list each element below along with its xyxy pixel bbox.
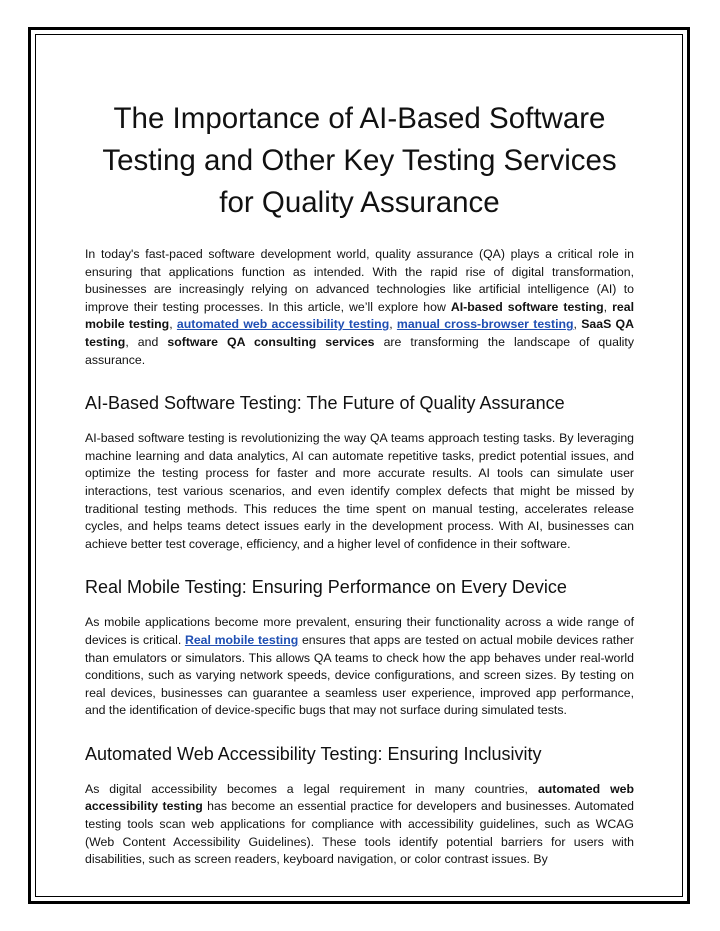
separator: , xyxy=(603,299,613,314)
paragraph-text: As mobile applications become more prevalent, ensuring their functionality across a wide range of devices is critical. xyxy=(85,615,634,647)
separator: , xyxy=(169,317,177,332)
bold-automated-web-accessibility: automated web accessibility testing xyxy=(85,781,634,814)
document-body xyxy=(85,98,634,869)
separator: , xyxy=(389,317,397,332)
intro-paragraph xyxy=(85,246,634,369)
intro-text: In today's fast-paced software development world, quality assurance (QA) plays a critical role in ensuring that applications function as intended. With the rapid rise of digital transformation, businesses are increasingly relying on advanced technologies like artificial intelligence (AI) to improve their testing processes. In this article, we’ll explore how xyxy=(85,247,634,314)
intro-text-end: are transforming the landscape of quality assurance. xyxy=(85,334,634,367)
section-heading-accessibility: Automated Web Accessibility Testing: Ensuring Inclusivity xyxy=(85,743,542,764)
section-heading-ai-testing: AI-Based Software Testing: The Future of Quality Assurance xyxy=(85,393,565,414)
link-real-mobile-testing[interactable]: Real mobile testing xyxy=(184,632,299,647)
intro-bold-ai-testing: AI-based software testing xyxy=(450,299,604,314)
paragraph-text: has become an essential practice for developers and businesses. Automated testing tools scan web applications for compliance with accessibility guidelines, such as WCAG (Web Content Accessibility Guidelines). These tools identify potential barriers for users with disabilities, such as screen readers, keyboard navigation, or color contrast issues. By xyxy=(85,799,634,867)
section-paragraph-ai-testing: AI-based software testing is revolutionizing the way QA teams approach testing tasks. By leveraging machine learning and data analytics, AI can automate repetitive tasks, predict potential issues, and optimize the testing process for faster and more accurate results. AI tools can simulate user interactions, test various scenarios, and even identify complex defects that might be missed by traditional testing methods. This reduces the time spent on manual testing, accelerates release cycles, and helps teams detect issues early in the development process. With AI, businesses can achieve better test coverage, efficiency, and a higher level of confidence in their software. xyxy=(85,431,634,551)
section-paragraph-real-mobile xyxy=(85,614,634,720)
separator: , and xyxy=(125,334,168,349)
document-title: The Importance of AI-Based Software Testing and Other Key Testing Services for Quality Assurance xyxy=(102,102,617,219)
link-manual-cross-browser[interactable]: manual cross-browser testing xyxy=(396,317,574,332)
link-automated-web-accessibility[interactable]: automated web accessibility testing xyxy=(176,317,390,332)
section-paragraph-accessibility xyxy=(85,781,634,869)
intro-bold-saas-qa: SaaS QA testing xyxy=(85,317,635,349)
paragraph-text: ensures that apps are tested on actual mobile devices rather than emulators or simulators. This allows QA teams to check how the app behaves under real-world conditions, such as varying network speeds, device configurations, and screen sizes. By testing on real devices, businesses can guarantee a seamless user experience, improved app performance, and the identification of device-specific bugs that may not surface during simulated tests. xyxy=(85,632,634,718)
section-heading-real-mobile: Real Mobile Testing: Ensuring Performance on Every Device xyxy=(85,577,567,598)
separator: , xyxy=(573,317,582,332)
intro-bold-real-mobile: real mobile testing xyxy=(85,299,634,332)
intro-bold-consulting: software QA consulting services xyxy=(167,334,375,349)
paragraph-text: As digital accessibility becomes a legal requirement in many countries, xyxy=(85,781,538,796)
